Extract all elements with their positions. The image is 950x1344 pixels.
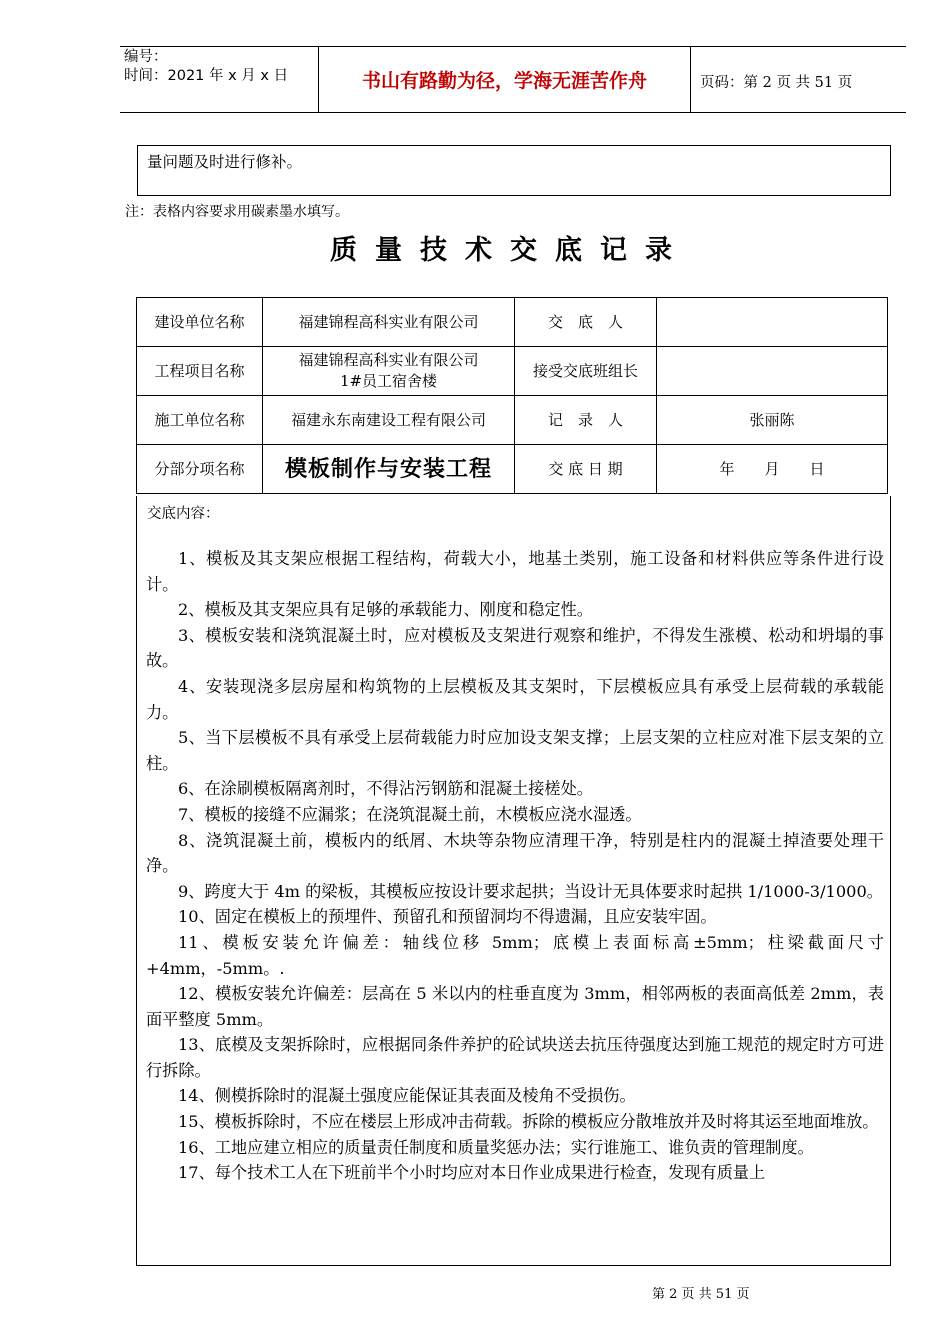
list-item: 17、每个技术工人在下班前半个小时均应对本日作业成果进行检查，发现有质量上 [178,1163,766,1183]
list-item: 6、在涂刷模板隔离剂时，不得沾污钢筋和混凝土接槎处。 [178,779,593,799]
project-value-line2: 1#员工宿舍楼 [339,372,438,390]
list-item: 2、模板及其支架应具有足够的承载能力、刚度和稳定性。 [178,600,593,620]
header-divider-left [318,46,319,112]
document-number-label: 编号： [124,49,168,65]
header-top-rule [120,46,906,47]
header-meta [124,48,288,86]
header-motto: 书山有路勤为径，学海无涯苦作舟 [361,70,647,92]
project-value-line1: 福建锦程高科实业有限公司 [298,351,479,369]
table-note: 注：表格内容要求用碳素墨水填写。 [125,204,349,220]
discloser-value [657,298,888,347]
list-item: 4、安装现浇多层房屋和构筑物的上层模板及其支架时，下层模板应具有承受上层荷载的承载能力。 [146,676,884,722]
date-label: 交 底 日 期 [515,445,657,494]
list-item: 3、模板安装和浇筑混凝土时，应对模板及支架进行观察和维护，不得发生涨模、松动和坍塌的事故。 [146,625,884,671]
project-value [263,347,515,396]
builder-value: 福建永东南建设工程有限公司 [263,396,515,445]
list-item: 11、模板安装允许偏差：轴线位移 5mm；底模上表面标高±5mm；柱梁截面尺寸+4mm，-5mm。. [146,932,884,978]
list-item: 8、浇筑混凝土前，模板内的纸屑、木块等杂物应清理干净，特别是柱内的混凝土掉渣要处理干净。 [146,830,884,876]
list-item: 12、模板安装允许偏差：层高在 5 米以内的柱垂直度为 3mm，相邻两板的表面高低差 2mm，表面平整度 5mm。 [146,984,884,1029]
continuation-text: 量问题及时进行修补。 [147,153,303,171]
list-item: 16、工地应建立相应的质量责任制度和质量奖惩办法；实行谁施工、谁负责的管理制度。 [178,1137,814,1157]
discloser-label: 交 底 人 [515,298,657,347]
page-title: 质量技术交底记录 [330,235,690,266]
receiver-label: 接受交底班组长 [515,347,657,396]
construction-unit-value: 福建锦程高科实业有限公司 [263,298,515,347]
subproject-value: 模板制作与安装工程 [263,445,515,494]
recorder-value: 张丽陈 [657,396,888,445]
content-items [146,546,884,1186]
builder-label: 施工单位名称 [137,396,263,445]
header-divider-right [690,46,691,112]
page-footer: 第 2 页 共 51 页 [652,1287,750,1302]
recorder-label: 记 录 人 [515,396,657,445]
list-item: 9、跨度大于 4m 的梁板，其模板应按设计要求起拱；当设计无具体要求时起拱 1/1000-3/1000。 [178,881,883,901]
table-row [137,396,888,445]
receiver-value [657,347,888,396]
list-item: 15、模板拆除时，不应在楼层上形成冲击荷载。拆除的模板应分散堆放并及时将其运至地面堆放。 [178,1112,879,1132]
subproject-label: 分部分项名称 [137,445,263,494]
document-time-label: 时间：2021 年 x 月 x 日 [124,68,289,84]
list-item: 5、当下层模板不具有承受上层荷载能力时应加设支架支撑；上层支架的立柱应对准下层支架的立柱。 [146,728,884,773]
list-item: 7、模板的接缝不应漏浆；在浇筑混凝土前，木模板应浇水湿透。 [178,804,642,824]
construction-unit-label: 建设单位名称 [137,298,263,347]
content-section [136,496,891,1266]
info-table [136,297,888,494]
header-bottom-rule [120,112,906,113]
content-label: 交底内容： [147,506,220,522]
continuation-box [137,145,891,196]
list-item: 1、模板及其支架应根据工程结构，荷载大小，地基土类别，施工设备和材料供应等条件进行设计。 [146,549,884,594]
project-label: 工程项目名称 [137,347,263,396]
list-item: 14、侧模拆除时的混凝土强度应能保证其表面及棱角不受损伤。 [178,1086,636,1106]
header-page-number: 页码：第 2 页 共 51 页 [700,75,853,91]
date-value: 年 月 日 [657,445,888,494]
table-row [137,347,888,396]
list-item: 10、固定在模板上的预埋件、预留孔和预留洞均不得遗漏，且应安装牢固。 [178,907,717,927]
list-item: 13、底模及支架拆除时，应根据同条件养护的砼试块送去抗压待强度达到施工规范的规定时方可进行拆除。 [146,1035,884,1080]
table-row [137,445,888,494]
table-row [137,298,888,347]
